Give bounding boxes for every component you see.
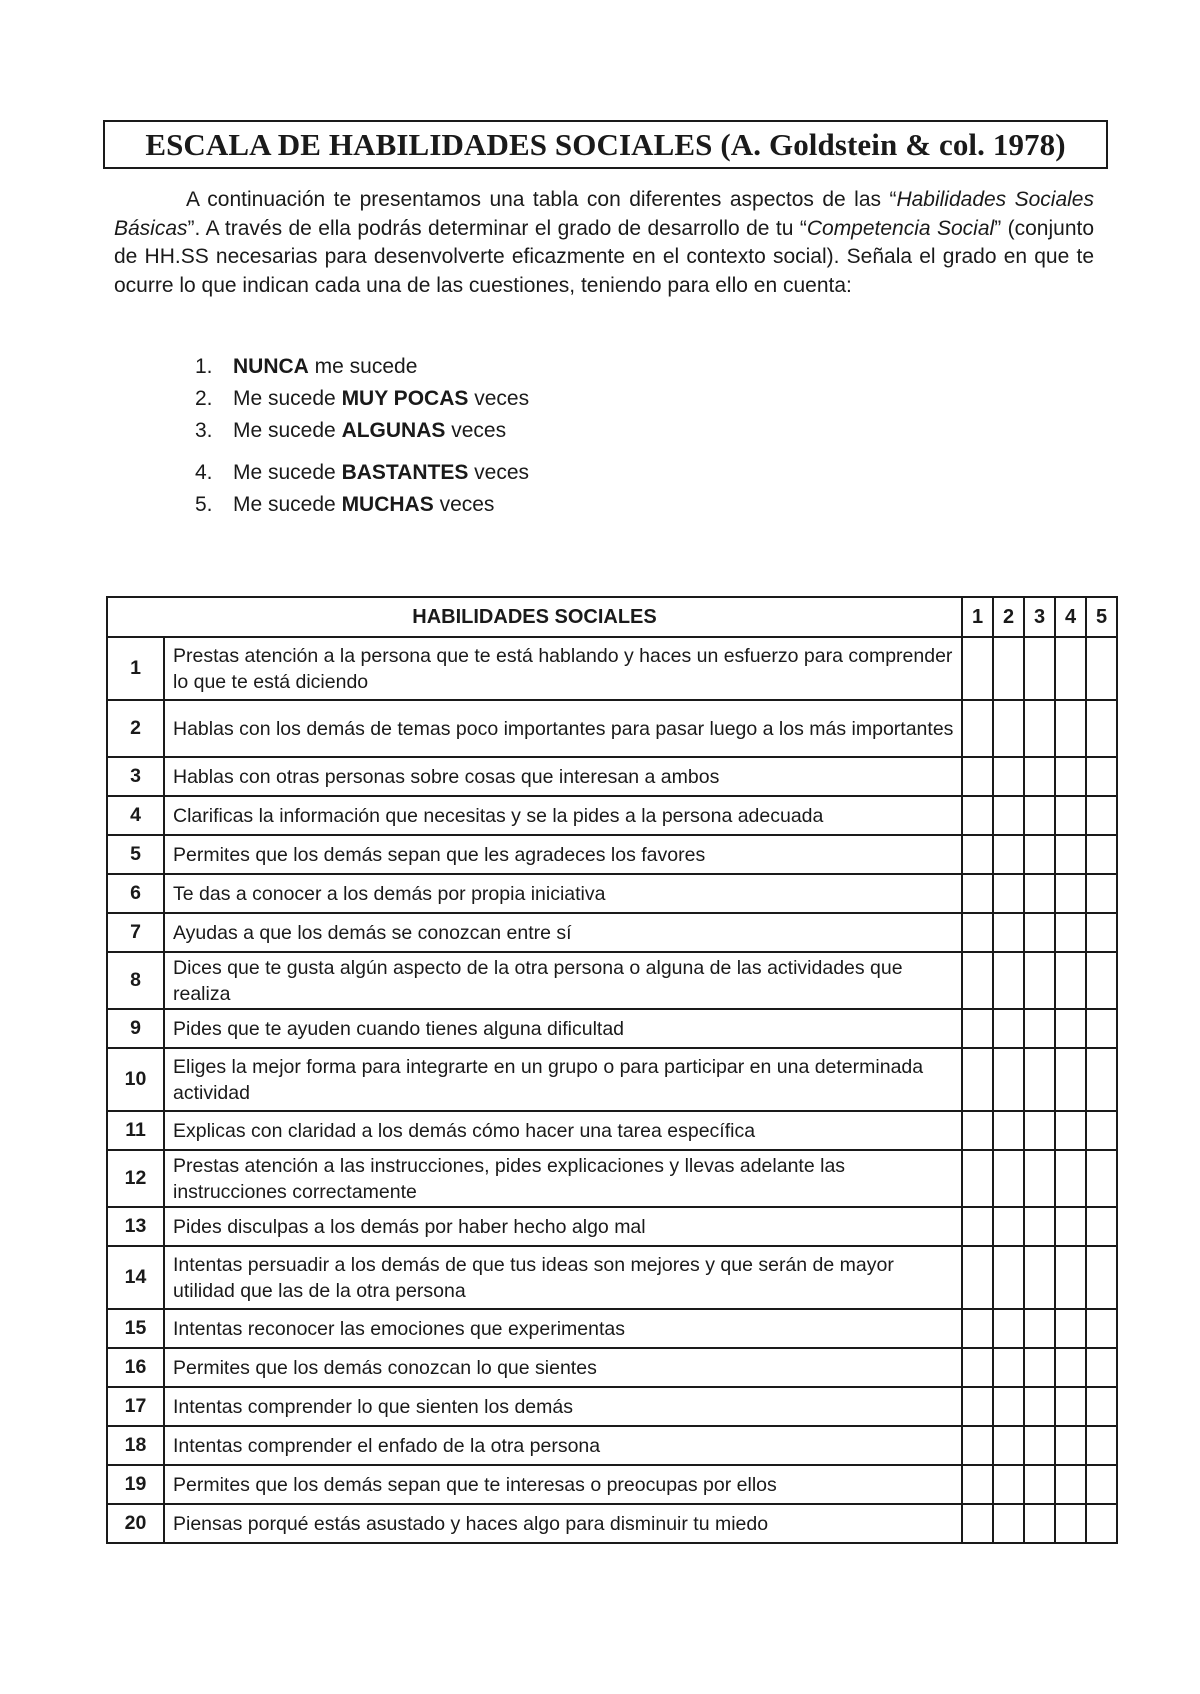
table-row — [107, 700, 1117, 757]
rating-cell-4[interactable] — [1055, 1309, 1086, 1348]
row-skill-text: Dices que te gusta algún aspecto de la otra persona o alguna de las actividades que realiza — [164, 952, 962, 1009]
scale-prefix: Me sucede — [233, 387, 342, 410]
table-row — [107, 1246, 1117, 1309]
rating-cell-3[interactable] — [1024, 1246, 1055, 1309]
column-header-1: 1 — [962, 597, 993, 637]
rating-cell-2[interactable] — [993, 1504, 1024, 1543]
table-header-title: HABILIDADES SOCIALES — [107, 597, 962, 637]
rating-cell-1[interactable] — [962, 1504, 993, 1543]
scale-item — [195, 387, 529, 411]
rating-cell-3[interactable] — [1024, 757, 1055, 796]
rating-cell-1[interactable] — [962, 757, 993, 796]
row-number: 19 — [107, 1465, 164, 1504]
rating-cell-4[interactable] — [1055, 1465, 1086, 1504]
row-number: 10 — [107, 1048, 164, 1111]
rating-cell-5[interactable] — [1086, 1426, 1117, 1465]
rating-cell-2[interactable] — [993, 1309, 1024, 1348]
rating-cell-5[interactable] — [1086, 1309, 1117, 1348]
rating-cell-2[interactable] — [993, 1048, 1024, 1111]
rating-cell-3[interactable] — [1024, 952, 1055, 1009]
rating-cell-1[interactable] — [962, 637, 993, 700]
rating-cell-2[interactable] — [993, 1387, 1024, 1426]
rating-cell-2[interactable] — [993, 835, 1024, 874]
rating-cell-1[interactable] — [962, 835, 993, 874]
row-skill-text: Hablas con otras personas sobre cosas que interesan a ambos — [164, 757, 962, 796]
rating-cell-5[interactable] — [1086, 1504, 1117, 1543]
row-number: 2 — [107, 700, 164, 757]
rating-cell-2[interactable] — [993, 796, 1024, 835]
rating-cell-1[interactable] — [962, 874, 993, 913]
rating-cell-5[interactable] — [1086, 874, 1117, 913]
rating-cell-3[interactable] — [1024, 874, 1055, 913]
rating-cell-5[interactable] — [1086, 1387, 1117, 1426]
table-row — [107, 1207, 1117, 1246]
scale-suffix: veces — [468, 387, 530, 410]
scale-number: 3. — [195, 419, 213, 442]
rating-cell-3[interactable] — [1024, 1426, 1055, 1465]
row-number: 8 — [107, 952, 164, 1009]
scale-number: 1. — [195, 355, 213, 378]
rating-cell-1[interactable] — [962, 1387, 993, 1426]
table-header-row — [107, 597, 1117, 637]
table-row — [107, 1426, 1117, 1465]
rating-cell-3[interactable] — [1024, 1348, 1055, 1387]
scale-number: 4. — [195, 461, 213, 484]
rating-cell-5[interactable] — [1086, 1207, 1117, 1246]
column-header-4: 4 — [1055, 597, 1086, 637]
scale-suffix: veces — [445, 419, 507, 442]
table-row — [107, 1111, 1117, 1150]
row-number: 7 — [107, 913, 164, 952]
row-number: 20 — [107, 1504, 164, 1543]
intro-text-3: ” (conjunto de HH.SS necesarias para desenvolverte eficazmente en el contexto social). Señala el grado en que te ocurre lo que indican cada una de las cuestiones, teniendo para ello en cuenta: — [114, 216, 1095, 297]
scale-item — [195, 419, 506, 443]
rating-cell-4[interactable] — [1055, 1111, 1086, 1150]
table-row — [107, 1387, 1117, 1426]
column-header-2: 2 — [993, 597, 1024, 637]
rating-cell-4[interactable] — [1055, 637, 1086, 700]
row-number: 11 — [107, 1111, 164, 1150]
rating-cell-2[interactable] — [993, 1009, 1024, 1048]
row-skill-text: Pides disculpas a los demás por haber hecho algo mal — [164, 1207, 962, 1246]
table-row — [107, 796, 1117, 835]
rating-cell-2[interactable] — [993, 1348, 1024, 1387]
rating-cell-3[interactable] — [1024, 1387, 1055, 1426]
row-skill-text: Ayudas a que los demás se conozcan entre sí — [164, 913, 962, 952]
rating-cell-5[interactable] — [1086, 1246, 1117, 1309]
row-number: 15 — [107, 1309, 164, 1348]
table-row — [107, 952, 1117, 1009]
row-skill-text: Permites que los demás sepan que les agradeces los favores — [164, 835, 962, 874]
row-number: 4 — [107, 796, 164, 835]
rating-cell-5[interactable] — [1086, 1150, 1117, 1207]
rating-cell-4[interactable] — [1055, 835, 1086, 874]
row-skill-text: Explicas con claridad a los demás cómo hacer una tarea específica — [164, 1111, 962, 1150]
rating-cell-4[interactable] — [1055, 1048, 1086, 1111]
rating-cell-3[interactable] — [1024, 796, 1055, 835]
row-number: 1 — [107, 637, 164, 700]
rating-cell-5[interactable] — [1086, 1348, 1117, 1387]
rating-cell-3[interactable] — [1024, 1111, 1055, 1150]
scale-suffix: veces — [468, 461, 530, 484]
rating-cell-5[interactable] — [1086, 1111, 1117, 1150]
rating-cell-3[interactable] — [1024, 1465, 1055, 1504]
rating-cell-2[interactable] — [993, 1426, 1024, 1465]
title-box — [103, 120, 1108, 169]
rating-cell-5[interactable] — [1086, 700, 1117, 757]
scale-keyword: ALGUNAS — [341, 419, 446, 442]
scale-keyword: MUY POCAS — [341, 387, 469, 410]
rating-cell-1[interactable] — [962, 700, 993, 757]
scale-item — [195, 461, 529, 485]
table-row — [107, 1465, 1117, 1504]
rating-cell-1[interactable] — [962, 796, 993, 835]
table-row — [107, 874, 1117, 913]
rating-cell-5[interactable] — [1086, 1465, 1117, 1504]
scale-number: 2. — [195, 387, 213, 410]
scale-item — [195, 355, 417, 379]
scale-suffix: veces — [433, 493, 495, 516]
table-row — [107, 835, 1117, 874]
rating-cell-4[interactable] — [1055, 1387, 1086, 1426]
rating-cell-2[interactable] — [993, 1465, 1024, 1504]
rating-cell-4[interactable] — [1055, 1009, 1086, 1048]
table-row — [107, 757, 1117, 796]
rating-cell-2[interactable] — [993, 913, 1024, 952]
table-row — [107, 1048, 1117, 1111]
row-number: 18 — [107, 1426, 164, 1465]
rating-cell-5[interactable] — [1086, 757, 1117, 796]
row-skill-text: Hablas con los demás de temas poco importantes para pasar luego a los más importantes — [164, 700, 962, 757]
intro-text-2: ”. A través de ella podrás determinar el grado de desarrollo de tu “ — [187, 216, 807, 240]
rating-cell-4[interactable] — [1055, 913, 1086, 952]
table-row — [107, 1150, 1117, 1207]
row-skill-text: Intentas comprender el enfado de la otra persona — [164, 1426, 962, 1465]
rating-cell-2[interactable] — [993, 757, 1024, 796]
scale-keyword: NUNCA — [233, 355, 309, 378]
rating-cell-5[interactable] — [1086, 835, 1117, 874]
row-skill-text: Intentas reconocer las emociones que experimentas — [164, 1309, 962, 1348]
rating-cell-1[interactable] — [962, 1150, 993, 1207]
rating-cell-3[interactable] — [1024, 700, 1055, 757]
rating-cell-4[interactable] — [1055, 757, 1086, 796]
row-number: 12 — [107, 1150, 164, 1207]
row-number: 9 — [107, 1009, 164, 1048]
rating-cell-3[interactable] — [1024, 1504, 1055, 1543]
rating-cell-1[interactable] — [962, 1246, 993, 1309]
skills-table — [106, 596, 1118, 1544]
scale-suffix: me sucede — [308, 355, 418, 378]
rating-cell-4[interactable] — [1055, 952, 1086, 1009]
table-row — [107, 637, 1117, 700]
page-title: ESCALA DE HABILIDADES SOCIALES (A. Goldstein & col. 1978) — [145, 126, 1066, 162]
row-number: 6 — [107, 874, 164, 913]
rating-cell-5[interactable] — [1086, 1048, 1117, 1111]
column-header-5: 5 — [1086, 597, 1117, 637]
rating-cell-3[interactable] — [1024, 1048, 1055, 1111]
row-skill-text: Clarificas la información que necesitas y se la pides a la persona adecuada — [164, 796, 962, 835]
scale-keyword: BASTANTES — [341, 461, 469, 484]
rating-cell-3[interactable] — [1024, 1309, 1055, 1348]
rating-cell-1[interactable] — [962, 1309, 993, 1348]
intro-emphasis-2: Competencia Social — [806, 216, 995, 240]
rating-cell-4[interactable] — [1055, 1504, 1086, 1543]
rating-cell-2[interactable] — [993, 1207, 1024, 1246]
rating-cell-2[interactable] — [993, 1150, 1024, 1207]
rating-cell-1[interactable] — [962, 1348, 993, 1387]
intro-emphasis-1: Habilidades Sociales Básicas — [114, 188, 1094, 240]
rating-cell-4[interactable] — [1055, 796, 1086, 835]
rating-cell-3[interactable] — [1024, 637, 1055, 700]
rating-cell-1[interactable] — [962, 1465, 993, 1504]
rating-cell-2[interactable] — [993, 874, 1024, 913]
rating-cell-5[interactable] — [1086, 1009, 1117, 1048]
table-row — [107, 913, 1117, 952]
row-skill-text: Intentas comprender lo que sienten los demás — [164, 1387, 962, 1426]
row-skill-text: Piensas porqué estás asustado y haces algo para disminuir tu miedo — [164, 1504, 962, 1543]
row-skill-text: Prestas atención a las instrucciones, pides explicaciones y llevas adelante las instrucciones correctamente — [164, 1150, 962, 1207]
row-number: 17 — [107, 1387, 164, 1426]
rating-cell-5[interactable] — [1086, 637, 1117, 700]
scale-keyword: MUCHAS — [341, 493, 434, 516]
row-number: 14 — [107, 1246, 164, 1309]
table-row — [107, 1009, 1117, 1048]
row-skill-text: Pides que te ayuden cuando tienes alguna dificultad — [164, 1009, 962, 1048]
row-number: 3 — [107, 757, 164, 796]
intro-text-1: A continuación te presentamos una tabla con diferentes aspectos de las “ — [186, 188, 897, 211]
scale-item — [195, 493, 494, 517]
rating-cell-2[interactable] — [993, 1111, 1024, 1150]
rating-cell-4[interactable] — [1055, 1150, 1086, 1207]
rating-cell-1[interactable] — [962, 1111, 993, 1150]
row-skill-text: Intentas persuadir a los demás de que tus ideas son mejores y que serán de mayor utilidad que las de la otra persona — [164, 1246, 962, 1309]
rating-cell-2[interactable] — [993, 700, 1024, 757]
rating-cell-5[interactable] — [1086, 913, 1117, 952]
rating-cell-4[interactable] — [1055, 1426, 1086, 1465]
rating-cell-2[interactable] — [993, 952, 1024, 1009]
rating-cell-3[interactable] — [1024, 913, 1055, 952]
scale-prefix: Me sucede — [233, 461, 342, 484]
rating-cell-5[interactable] — [1086, 952, 1117, 1009]
rating-cell-1[interactable] — [962, 952, 993, 1009]
rating-cell-2[interactable] — [993, 637, 1024, 700]
rating-cell-4[interactable] — [1055, 1348, 1086, 1387]
column-header-3: 3 — [1024, 597, 1055, 637]
row-skill-text: Prestas atención a la persona que te está hablando y haces un esfuerzo para comprender lo que te está diciendo — [164, 637, 962, 700]
rating-cell-1[interactable] — [962, 1048, 993, 1111]
rating-cell-1[interactable] — [962, 913, 993, 952]
rating-cell-1[interactable] — [962, 1207, 993, 1246]
rating-cell-4[interactable] — [1055, 874, 1086, 913]
rating-cell-4[interactable] — [1055, 700, 1086, 757]
rating-cell-3[interactable] — [1024, 1150, 1055, 1207]
rating-cell-4[interactable] — [1055, 1207, 1086, 1246]
rating-cell-4[interactable] — [1055, 1246, 1086, 1309]
scale-number: 5. — [195, 493, 213, 516]
table-row — [107, 1309, 1117, 1348]
rating-cell-2[interactable] — [993, 1246, 1024, 1309]
rating-cell-3[interactable] — [1024, 835, 1055, 874]
row-skill-text: Te das a conocer a los demás por propia iniciativa — [164, 874, 962, 913]
row-skill-text: Permites que los demás conozcan lo que sientes — [164, 1348, 962, 1387]
scale-prefix: Me sucede — [233, 419, 342, 442]
row-number: 5 — [107, 835, 164, 874]
table-row — [107, 1348, 1117, 1387]
row-skill-text: Permites que los demás sepan que te interesas o preocupas por ellos — [164, 1465, 962, 1504]
rating-cell-3[interactable] — [1024, 1009, 1055, 1048]
row-number: 13 — [107, 1207, 164, 1246]
row-skill-text: Eliges la mejor forma para integrarte en un grupo o para participar en una determinada actividad — [164, 1048, 962, 1111]
intro-paragraph — [114, 186, 1094, 300]
rating-cell-5[interactable] — [1086, 796, 1117, 835]
row-number: 16 — [107, 1348, 164, 1387]
table-row — [107, 1504, 1117, 1543]
rating-cell-1[interactable] — [962, 1009, 993, 1048]
scale-prefix: Me sucede — [233, 493, 342, 516]
rating-cell-3[interactable] — [1024, 1207, 1055, 1246]
rating-cell-1[interactable] — [962, 1426, 993, 1465]
